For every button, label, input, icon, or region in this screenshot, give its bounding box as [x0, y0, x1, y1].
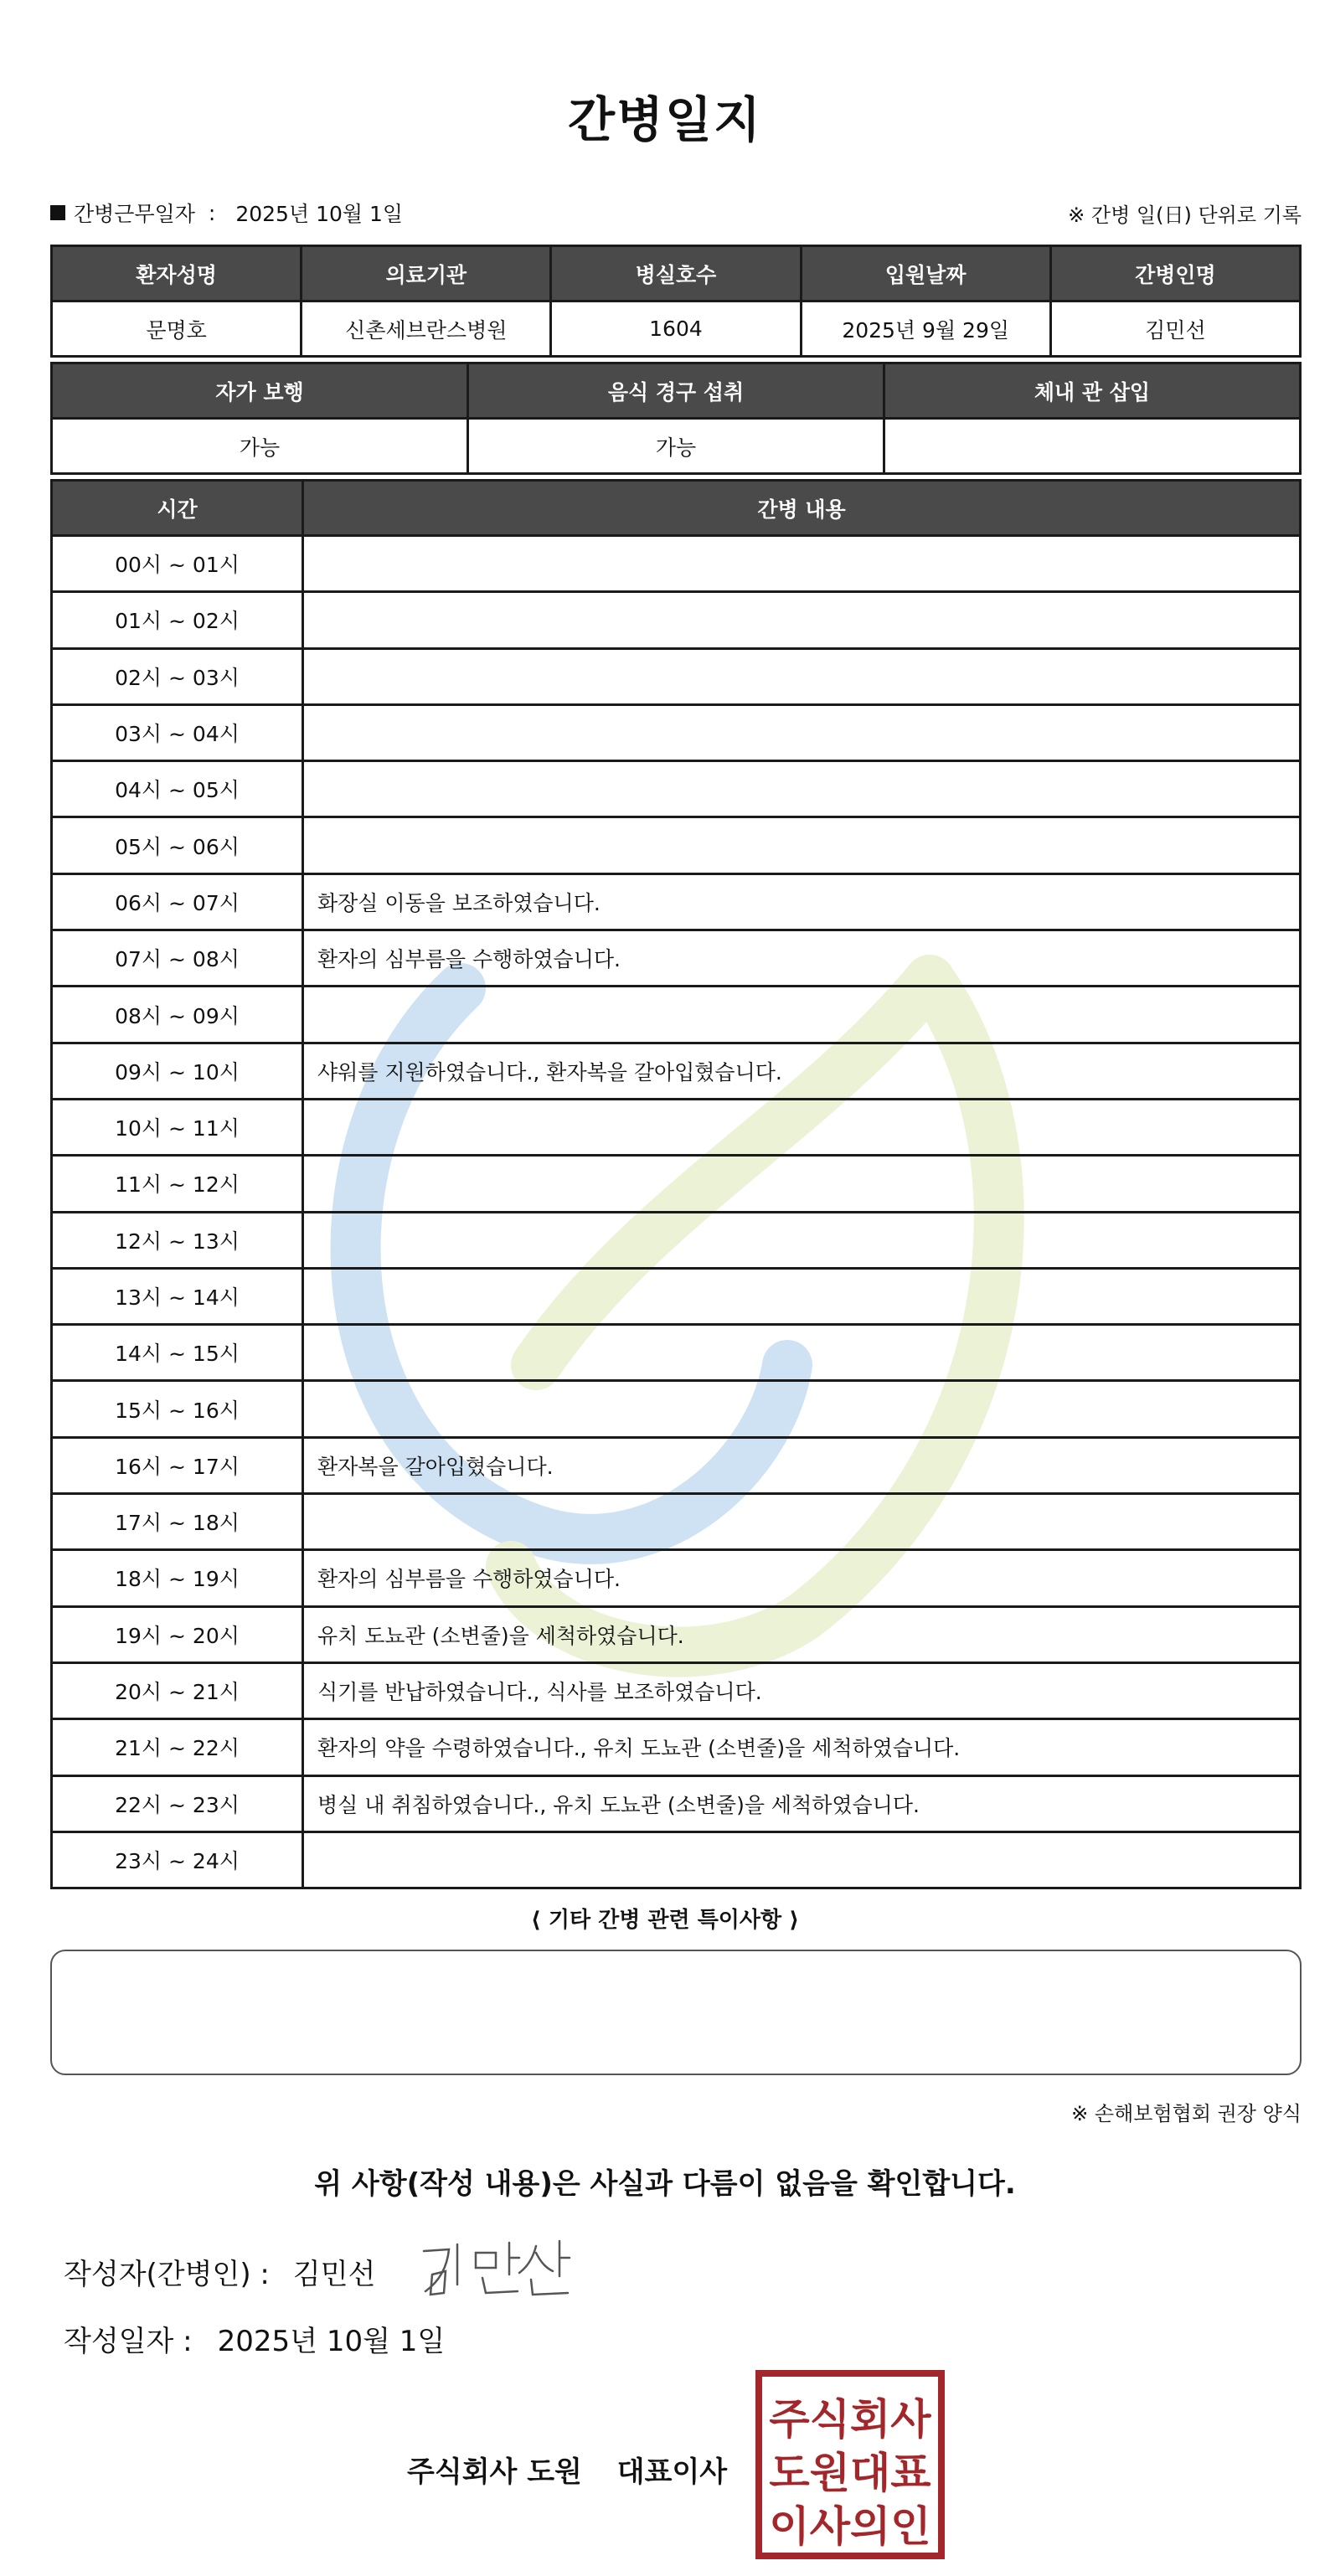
- ceo-label: 대표이사: [616, 2455, 728, 2489]
- seal-line-3: 이사의인: [769, 2502, 931, 2551]
- log-row: [52, 930, 1301, 987]
- written-date-label: 작성일자 :: [64, 2325, 193, 2358]
- log-row: [52, 536, 1301, 592]
- writer-label: 작성자(간병인) :: [64, 2258, 270, 2291]
- log-time: 03시 ~ 04시: [52, 704, 303, 760]
- log-time: 02시 ~ 03시: [52, 648, 303, 704]
- log-row: [52, 648, 1301, 704]
- log-header-content: 간병 내용: [303, 481, 1301, 536]
- log-time: 07시 ~ 08시: [52, 930, 303, 987]
- log-time: 22시 ~ 23시: [52, 1775, 303, 1832]
- log-content: [303, 1494, 1301, 1550]
- log-content: 식기를 반납하였습니다., 식사를 보조하였습니다.: [303, 1662, 1301, 1718]
- patient-name: 문명호: [52, 301, 302, 357]
- form-note: ※ 손해보험협회 권장 양식: [1071, 2102, 1302, 2125]
- log-time: 05시 ~ 06시: [52, 817, 303, 873]
- company-seal: [754, 2368, 946, 2561]
- log-content: [303, 987, 1301, 1043]
- writer-name: 김민선: [292, 2258, 376, 2291]
- log-row: [52, 1156, 1301, 1212]
- log-row: [52, 592, 1301, 648]
- seal-line-2: 도원대표: [769, 2449, 931, 2497]
- log-time: 06시 ~ 07시: [52, 873, 303, 930]
- log-row: [52, 873, 1301, 930]
- log-row: [52, 1494, 1301, 1550]
- log-time: 12시 ~ 13시: [52, 1212, 303, 1268]
- log-time: 14시 ~ 15시: [52, 1325, 303, 1381]
- log-row: [52, 1268, 1301, 1324]
- written-date-value: 2025년 10월 1일: [217, 2325, 446, 2358]
- log-row: [52, 1099, 1301, 1155]
- log-time: 10시 ~ 11시: [52, 1099, 303, 1155]
- log-time: 11시 ~ 12시: [52, 1156, 303, 1212]
- log-time: 19시 ~ 20시: [52, 1606, 303, 1662]
- log-time: 20시 ~ 21시: [52, 1662, 303, 1718]
- care-log-table: [50, 479, 1302, 1889]
- log-row: [52, 761, 1301, 817]
- log-content: [303, 704, 1301, 760]
- log-row: [52, 987, 1301, 1043]
- log-content: [303, 1099, 1301, 1155]
- log-time: 00시 ~ 01시: [52, 536, 303, 592]
- log-time: 23시 ~ 24시: [52, 1832, 303, 1888]
- hospital-name: 신촌세브란스병원: [302, 301, 551, 357]
- company-name: 주식회사 도원: [407, 2455, 582, 2489]
- work-date-row: [50, 198, 1302, 228]
- log-time: 01시 ~ 02시: [52, 592, 303, 648]
- admission-date: 2025년 9월 29일: [801, 301, 1050, 357]
- log-content: [303, 536, 1301, 592]
- log-row: [52, 1437, 1301, 1493]
- log-row: [52, 817, 1301, 873]
- handwritten-signature: [415, 2234, 575, 2301]
- bullet-square-icon: [50, 205, 65, 220]
- log-content: 환자의 심부름을 수행하였습니다.: [303, 1550, 1301, 1606]
- log-time: 21시 ~ 22시: [52, 1719, 303, 1775]
- seal-line-1: 주식회사: [769, 2395, 931, 2444]
- log-time: 04시 ~ 05시: [52, 761, 303, 817]
- log-row: [52, 1606, 1301, 1662]
- work-date-separator: :: [208, 200, 216, 225]
- log-content: [303, 761, 1301, 817]
- patient-header-name: 환자성명: [52, 246, 302, 301]
- patient-header-caregiver: 간병인명: [1050, 246, 1300, 301]
- log-header-time: 시간: [52, 481, 303, 536]
- log-row: [52, 1662, 1301, 1718]
- log-time: 09시 ~ 10시: [52, 1043, 303, 1099]
- room-number: 1604: [551, 301, 801, 357]
- log-time: 13시 ~ 14시: [52, 1268, 303, 1324]
- status-header-walking: 자가 보행: [52, 363, 468, 419]
- log-row: [52, 1325, 1301, 1381]
- company-line: [407, 2449, 727, 2490]
- status-oral-intake: 가능: [468, 419, 884, 474]
- log-row: [52, 1775, 1301, 1832]
- confirmation-statement: 위 사항(작성 내용)은 사실과 다름이 없음을 확인합니다.: [314, 2167, 1016, 2201]
- log-content: 환자의 약을 수령하였습니다., 유치 도뇨관 (소변줄)을 세척하였습니다.: [303, 1719, 1301, 1775]
- patient-header-room: 병실호수: [551, 246, 801, 301]
- log-row: [52, 1550, 1301, 1606]
- written-date-line: [64, 2318, 445, 2359]
- notes-box: [50, 1950, 1302, 2075]
- log-content: [303, 817, 1301, 873]
- log-content: 화장실 이동을 보조하였습니다.: [303, 873, 1301, 930]
- status-walking: 가능: [52, 419, 468, 474]
- log-row: [52, 1043, 1301, 1099]
- caregiver-name: 김민선: [1050, 301, 1300, 357]
- patient-info-table: [50, 245, 1302, 358]
- log-content: 유치 도뇨관 (소변줄)을 세척하였습니다.: [303, 1606, 1301, 1662]
- log-content: [303, 1212, 1301, 1268]
- log-row: [52, 1719, 1301, 1775]
- log-body: [52, 536, 1301, 1888]
- log-row: [52, 1832, 1301, 1888]
- log-time: 17시 ~ 18시: [52, 1494, 303, 1550]
- log-time: 16시 ~ 17시: [52, 1437, 303, 1493]
- work-date-label: 간병근무일자: [74, 202, 195, 226]
- log-row: [52, 704, 1301, 760]
- writer-line: [64, 2251, 375, 2292]
- patient-header-hospital: 의료기관: [302, 246, 551, 301]
- log-content: [303, 592, 1301, 648]
- log-content: 샤워를 지원하였습니다., 환자복을 갈아입혔습니다.: [303, 1043, 1301, 1099]
- log-time: 18시 ~ 19시: [52, 1550, 303, 1606]
- status-header-oral-intake: 음식 경구 섭취: [468, 363, 884, 419]
- log-content: 환자복을 갈아입혔습니다.: [303, 1437, 1301, 1493]
- log-row: [52, 1381, 1301, 1437]
- log-content: [303, 1832, 1301, 1888]
- notes-title: ⟨ 기타 간병 관련 특이사항 ⟩: [530, 1908, 800, 1933]
- status-header-tube: 체내 관 삽입: [884, 363, 1301, 419]
- status-tube: [884, 419, 1301, 474]
- log-content: 병실 내 취침하였습니다., 유치 도뇨관 (소변줄)을 세척하였습니다.: [303, 1775, 1301, 1832]
- log-time: 15시 ~ 16시: [52, 1381, 303, 1437]
- work-date-value: 2025년 10월 1일: [235, 202, 404, 226]
- log-content: [303, 1156, 1301, 1212]
- log-content: [303, 1268, 1301, 1324]
- log-content: [303, 1325, 1301, 1381]
- unit-note: ※ 간병 일(日) 단위로 기록: [1068, 203, 1302, 227]
- log-row: [52, 1212, 1301, 1268]
- log-time: 08시 ~ 09시: [52, 987, 303, 1043]
- patient-header-admission: 입원날짜: [801, 246, 1050, 301]
- log-content: 환자의 심부름을 수행하였습니다.: [303, 930, 1301, 987]
- page-title: 간병일지: [567, 91, 763, 148]
- log-content: [303, 648, 1301, 704]
- log-content: [303, 1381, 1301, 1437]
- patient-status-table: [50, 362, 1302, 475]
